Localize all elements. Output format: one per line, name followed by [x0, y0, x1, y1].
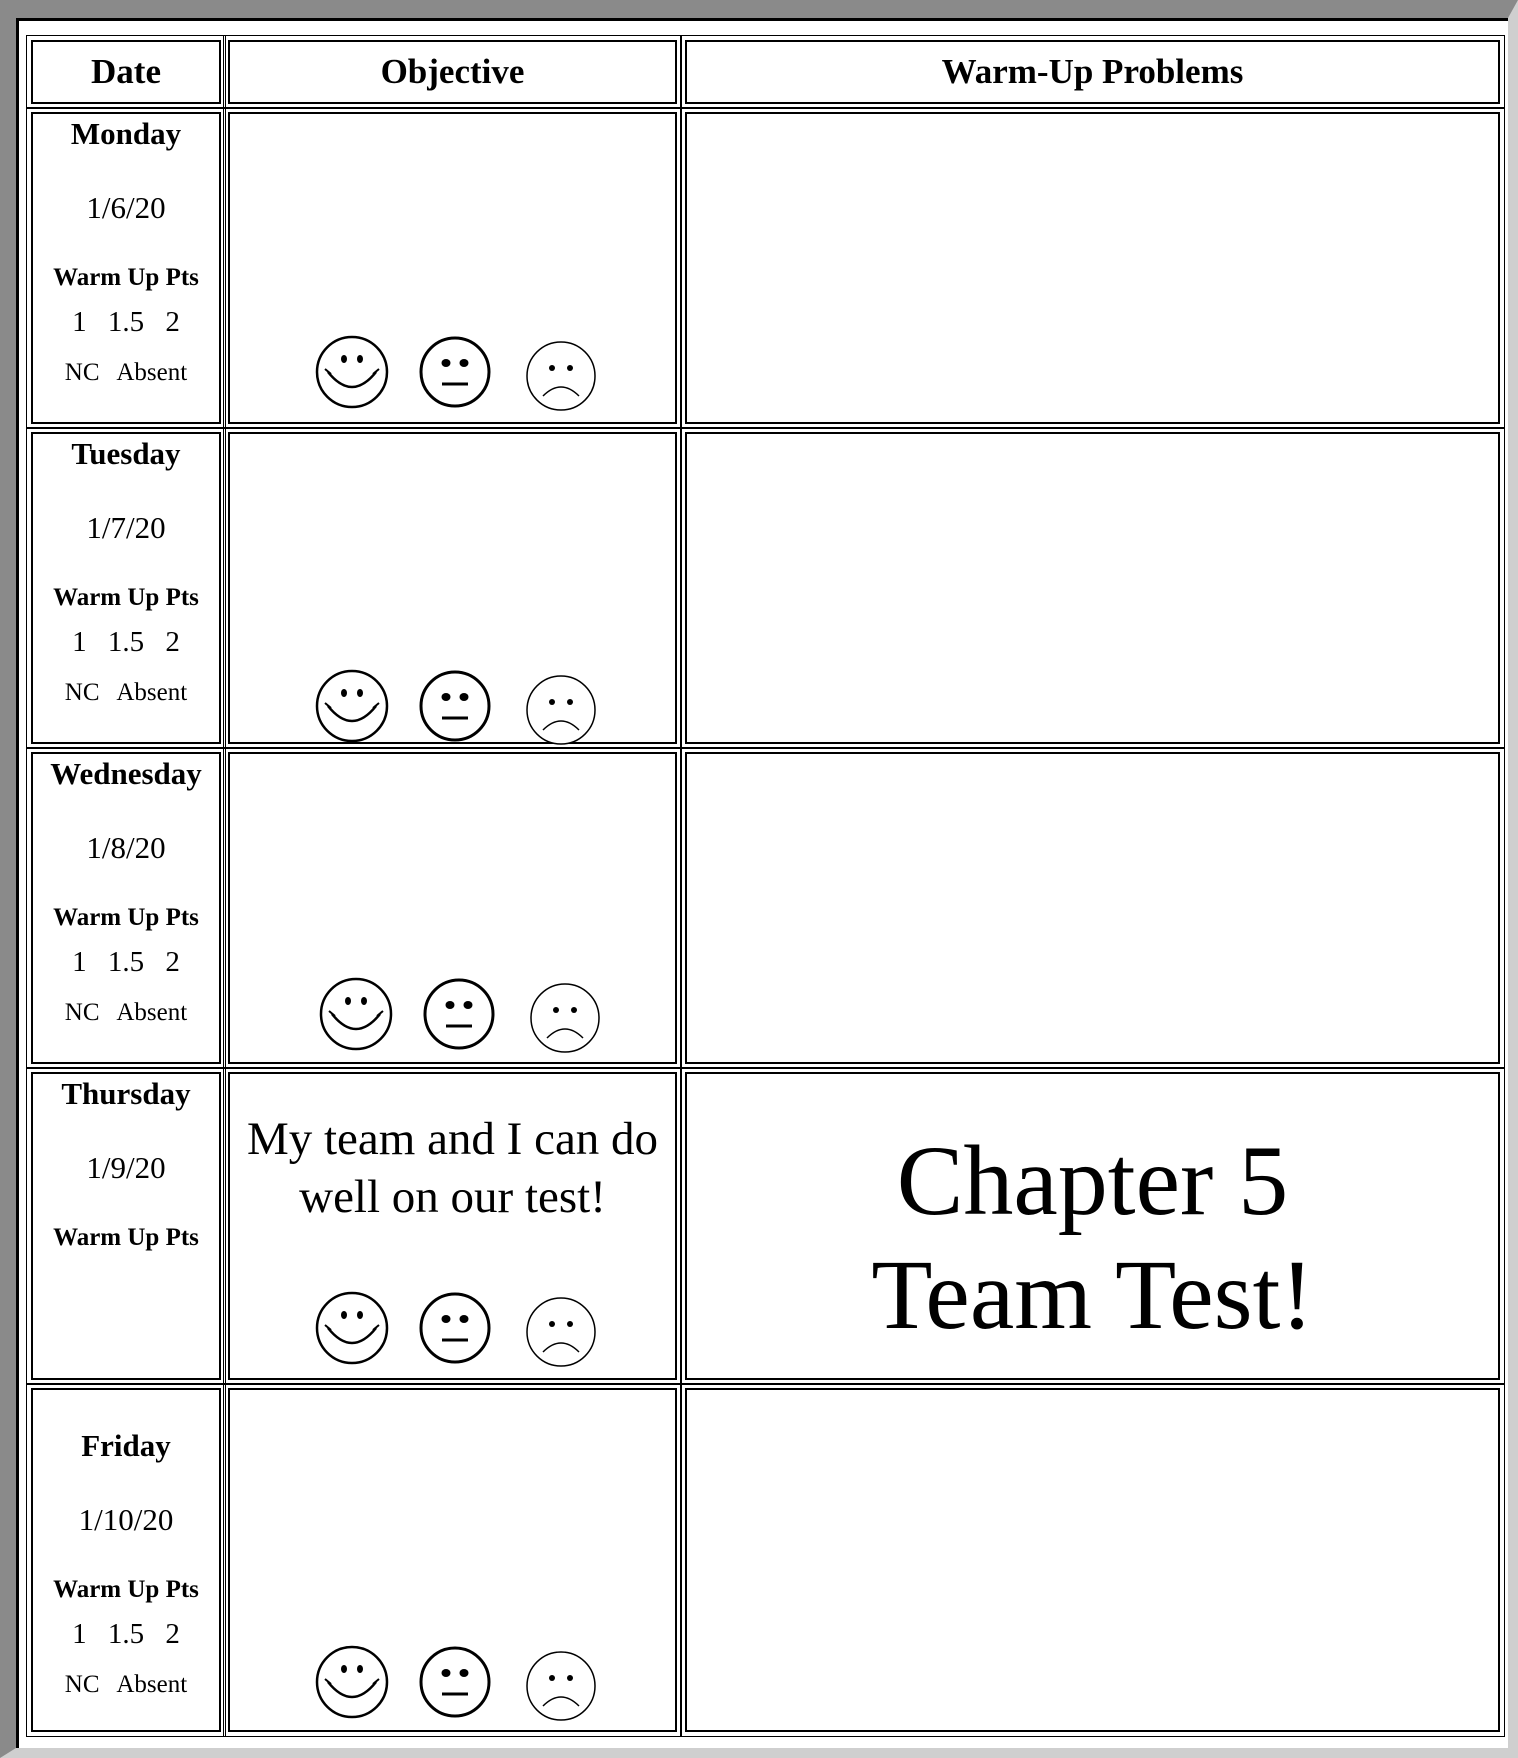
objective-cell-tuesday[interactable] [228, 432, 677, 744]
date-cell-wednesday [31, 752, 221, 1064]
date-cell-tuesday [31, 432, 221, 744]
warmup-cell-tuesday[interactable] [685, 432, 1500, 744]
warmup-pts-label: Warm Up Pts [53, 904, 199, 931]
warmup-cell-wednesday[interactable] [685, 752, 1500, 1064]
smiley-face-icon[interactable] [314, 668, 390, 744]
rating-faces [230, 1644, 675, 1720]
smiley-face-icon[interactable] [314, 334, 390, 410]
warmup-pts-label: Warm Up Pts [53, 1576, 199, 1603]
sad-face-icon[interactable] [527, 980, 603, 1056]
status-options: NC Absent [64, 999, 188, 1026]
announcement-line-2: Team Test! [871, 1239, 1314, 1350]
day-name: Friday [81, 1428, 171, 1463]
date-cell-friday [31, 1388, 221, 1732]
day-date: 1/7/20 [86, 510, 166, 545]
status-options: NC Absent [64, 1671, 188, 1698]
points-options: 1 1.5 2 [72, 306, 180, 338]
points-options: 1 1.5 2 [72, 946, 180, 978]
objective-line-1: My team and I can do [246, 1113, 659, 1165]
warmup-pts-label: Warm Up Pts [53, 1224, 199, 1251]
warmup-cell-thursday[interactable] [685, 1072, 1500, 1380]
header-objective-label: Objective [380, 52, 525, 91]
header-date-label: Date [91, 52, 161, 91]
warmup-cell-friday[interactable] [685, 1388, 1500, 1732]
smiley-face-icon[interactable] [314, 1644, 390, 1720]
objective-line-2: well on our test! [299, 1171, 606, 1223]
day-name: Tuesday [71, 436, 181, 471]
neutral-face-icon[interactable] [421, 976, 497, 1052]
day-name: Monday [70, 116, 182, 151]
warmup-pts-label: Warm Up Pts [53, 264, 199, 291]
warmup-announcement [687, 1124, 1498, 1352]
status-options: NC Absent [64, 679, 188, 706]
smiley-face-icon[interactable] [314, 1290, 390, 1366]
day-date: 1/6/20 [86, 190, 166, 225]
sad-face-icon[interactable] [523, 1294, 599, 1370]
neutral-face-icon[interactable] [417, 1290, 493, 1366]
day-date: 1/10/20 [78, 1502, 174, 1537]
points-options: 1 1.5 2 [72, 626, 180, 658]
header-warmup [685, 40, 1500, 104]
sad-face-icon[interactable] [523, 338, 599, 414]
smiley-face-icon[interactable] [318, 976, 394, 1052]
objective-text [230, 1110, 675, 1226]
rating-faces [230, 976, 675, 1052]
sad-face-icon[interactable] [523, 672, 599, 748]
day-date: 1/9/20 [86, 1150, 166, 1185]
rating-faces [230, 334, 675, 410]
rating-faces [230, 1290, 675, 1366]
day-name: Thursday [61, 1076, 191, 1111]
sad-face-icon[interactable] [523, 1648, 599, 1724]
objective-cell-monday[interactable] [228, 112, 677, 424]
date-cell-thursday [31, 1072, 221, 1380]
neutral-face-icon[interactable] [417, 1644, 493, 1720]
date-cell-monday [31, 112, 221, 424]
day-date: 1/8/20 [86, 830, 166, 865]
rating-faces [230, 668, 675, 744]
objective-cell-wednesday[interactable] [228, 752, 677, 1064]
objective-cell-friday[interactable] [228, 1388, 677, 1732]
objective-cell-thursday[interactable] [228, 1072, 677, 1380]
header-date [31, 40, 221, 104]
day-name: Wednesday [50, 756, 202, 791]
header-objective [228, 40, 677, 104]
neutral-face-icon[interactable] [417, 334, 493, 410]
header-warmup-label: Warm-Up Problems [941, 52, 1244, 91]
announcement-line-1: Chapter 5 [896, 1125, 1289, 1236]
neutral-face-icon[interactable] [417, 668, 493, 744]
points-options: 1 1.5 2 [72, 1618, 180, 1650]
warmup-cell-monday[interactable] [685, 112, 1500, 424]
warmup-pts-label: Warm Up Pts [53, 584, 199, 611]
status-options: NC Absent [64, 359, 188, 386]
